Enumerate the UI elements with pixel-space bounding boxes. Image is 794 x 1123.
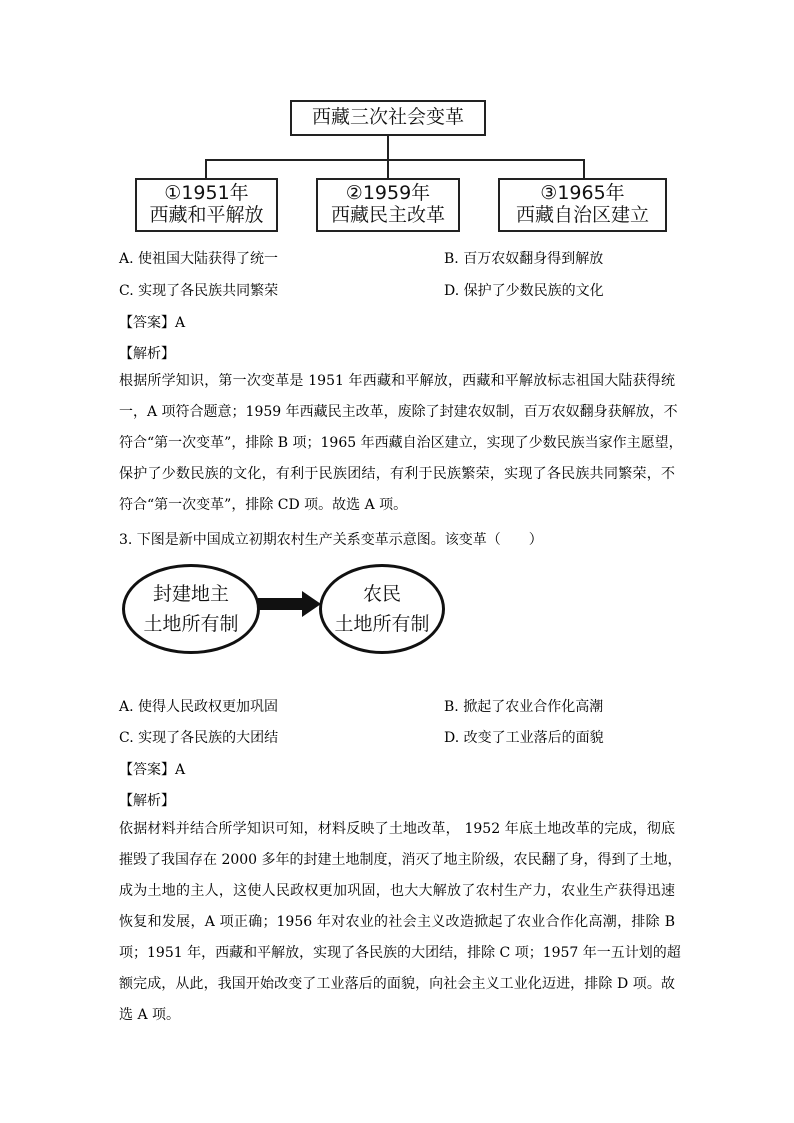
q2-answer: 【答案】A (119, 315, 186, 331)
q3-option-c: C. 实现了各民族的大团结 (119, 730, 279, 746)
q3-analysis-line: 恢复和发展，A 项正确；1956 年对农业的社会主义改造掀起了农业合作化高潮，排除 B (119, 914, 675, 930)
left-ellipse-line2: 土地所有制 (143, 613, 239, 635)
connector-vertical-2 (387, 159, 389, 178)
connector-vertical-root (387, 136, 389, 160)
q3-analysis-line: 额完成，从此，我国开始改变了工业落后的面貌，向社会主义工业化迈进，排除 D 项。故 (119, 976, 675, 992)
right-arrow-icon (258, 590, 322, 618)
q3-analysis-line: 选 A 项。 (119, 1007, 181, 1023)
connector-vertical-1 (205, 159, 207, 178)
q2-analysis-line: 符合“第一次变革”，排除 B 项；1965 年西藏自治区建立，实现了少数民族当家作主愿望， (119, 435, 683, 451)
child-1-year: ①1951年 (164, 182, 249, 205)
diagram-child-3 (498, 178, 667, 232)
q3-analysis-line: 摧毁了我国存在 2000 多年的封建土地制度，消灭了地主阶级，农民翻了身，得到了土地， (119, 852, 682, 868)
q3-analysis-line: 项；1951 年，西藏和平解放，实现了各民族的大团结，排除 C 项；1957 年一五计划的超 (119, 945, 681, 961)
q2-analysis-line: 保护了少数民族的文化，有利于民族团结，有利于民族繁荣，实现了各民族共同繁荣，不 (119, 466, 675, 482)
child-2-year: ②1959年 (345, 182, 431, 205)
q3-analysis-line: 成为土地的主人，这使人民政权更加巩固，也大大解放了农村生产力，农业生产获得迅速 (119, 883, 675, 899)
peasant-land-ellipse (319, 564, 445, 654)
q2-analysis-line: 一，A 项符合题意；1959 年西藏民主改革，废除了封建农奴制，百万农奴翻身获解放，不 (119, 404, 678, 420)
left-ellipse-line1: 封建地主 (152, 583, 229, 605)
q2-analysis (119, 366, 683, 521)
q3-analysis (119, 814, 682, 1031)
diagram-child-1 (135, 178, 278, 232)
connector-horizontal (205, 159, 585, 161)
q3-option-b: B. 掀起了农业合作化高潮 (444, 699, 604, 715)
q2-option-a: A. 使祖国大陆获得了统一 (119, 251, 279, 267)
feudal-landlord-ellipse (122, 564, 260, 654)
child-2-event: 西藏民主改革 (330, 204, 445, 226)
child-1-event: 西藏和平解放 (149, 204, 264, 226)
child-3-year: ③1965年 (540, 182, 625, 205)
diagram-root-box (290, 100, 486, 136)
right-ellipse-line2: 土地所有制 (334, 613, 430, 635)
q2-option-b: B. 百万农奴翻身得到解放 (444, 251, 604, 267)
q3-analysis-line: 依据材料并结合所学知识可知，材料反映了土地改革， 1952 年底土地改革的完成，彻底 (119, 821, 675, 837)
q2-option-d: D. 保护了少数民族的文化 (444, 283, 604, 299)
q3-option-a: A. 使得人民政权更加巩固 (119, 699, 279, 715)
connector-vertical-3 (583, 159, 585, 178)
q3-stem: 3. 下图是新中国成立初期农村生产关系变革示意图。该变革（ ） (119, 532, 543, 548)
q2-analysis-line: 符合“第一次变革”，排除 CD 项。故选 A 项。 (119, 497, 408, 513)
right-ellipse-line1: 农民 (362, 583, 401, 605)
q2-analysis-label: 【解析】 (119, 346, 175, 362)
q2-analysis-line: 根据所学知识，第一次变革是 1951 年西藏和平解放，西藏和平解放标志祖国大陆获得统 (119, 373, 675, 389)
child-3-event: 西藏自治区建立 (515, 204, 649, 226)
diagram-root-label: 西藏三次社会变革 (311, 106, 464, 129)
q2-option-c: C. 实现了各民族共同繁荣 (119, 283, 279, 299)
q3-answer: 【答案】A (119, 762, 186, 778)
q3-analysis-label: 【解析】 (119, 793, 175, 809)
q3-option-d: D. 改变了工业落后的面貌 (444, 730, 604, 746)
diagram-child-2 (316, 178, 460, 232)
